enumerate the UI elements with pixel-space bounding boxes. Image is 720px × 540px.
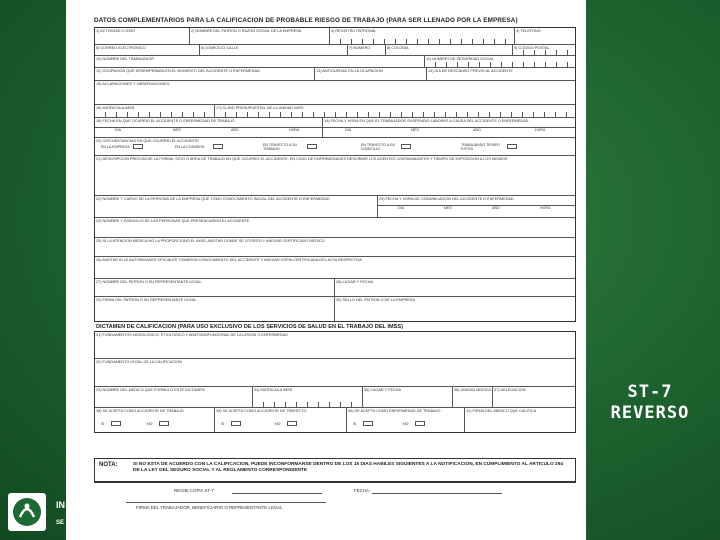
row-10 [95,196,575,218]
label-si: SI [353,422,357,426]
label-si: SI [101,422,105,426]
slide-label-line1: ST-7 [627,382,673,402]
imss-logo-mark [8,493,46,531]
label-no: NO [147,422,153,426]
label-hora: HORA [289,128,300,132]
checkbox-trayecto-trabajo[interactable] [307,144,317,149]
option-trayecto-domicilio: EN TRAYECTO A SU DOMICILIO [361,143,396,152]
row-5 [95,81,575,105]
label-dia: DIA [345,128,351,132]
label-dia: DIA [398,206,404,210]
label-mes: MES [411,128,419,132]
row-1 [95,28,575,45]
field-codigo-postal: 9) CODIGO POSTAL [513,45,575,55]
checkbox-en-la-empresa[interactable] [133,144,143,149]
field-antiguedad: 13) ANTIGUEDAD EN LA OCUPACION [315,68,427,80]
nota-label: NOTA: [99,462,118,468]
row-9 [95,156,575,196]
row-13 [95,257,575,279]
field-unidad-medica: 36) UNIDAD MEDICA [453,387,493,407]
st7-form-reverse [66,0,586,540]
nota-box [94,458,576,482]
field-lugar-fecha-dictamen: 35) LUGAR Y FECHA [363,387,453,407]
field-acepta-enfermedad: 40) SE ACEPTA COMO ENFERMEDAD DE TRABAJO SI NO [347,408,465,432]
label-dia: DIA [115,128,121,132]
field-aclaraciones: 15) ACLARACIONES Y OBSERVACIONES: [96,82,171,86]
recibi-copia-label: RECIBI COPIA ST-7 [174,488,214,493]
field-nombre-medico: 33) NOMBRE DEL MEDICO QUE FORMULO ESTE DICTAMEN [95,387,253,407]
field-ocupacion: 12) OCUPACION QUE DESEMPEÑABA EN EL MOMENTO DEL ACCIDENTE O ENFERMEDAD [95,68,315,80]
field-domicilio-calle: 6) DOMICILIO CALLE [200,45,348,55]
section-dictamen-title: DICTAMEN DE CALIFICACION (PARA USO EXCLUSIVO DE LOS SERVICIOS DE SALUD EN EL TRABAJO DEL IMSS) [96,324,403,330]
row-15 [95,297,575,321]
field-fecha-comunicacion: 23) FECHA Y HORA DE COMUNICACION DEL ACCIDENTE O ENFERMEDAD DIA MES AÑO HORA [378,196,575,217]
field-actividad: 1) ACTIVIDAD O GIRO [95,28,190,44]
label-mes: MES [173,128,181,132]
field-nombre-patron: 2) NOMBRE DEL PATRON O RAZON SOCIAL DE LA EMPRESA [190,28,330,44]
field-telefono: 4) TELEFONO [516,29,541,33]
field-fecha-suspension: 19) FECHA Y HORA EN QUE EL TRABAJADOR SUSPENDIO LABORES A CAUSA DEL ACCIDENTE O ENFERMEDAD DIA MES AÑO HORA [323,118,575,137]
field-colonia: 8) COLONIA [386,45,513,55]
row-3 [95,56,575,68]
field-fecha-accidente: 18) FECHA EN QUE OCURRIO EL ACCIDENTE O ENFERMEDAD DE TRABAJO DIA MES AÑO HORA [95,118,323,137]
field-descripcion: 21) DESCRIPCION PRECISA DE LA FORMA, SITIO O AREA DE TRABAJO EN QUE OCURRIO EL ACCIDENTE, EN CASO DE ENFERMEDADES DESCRIBIR LOS AGENTES CONTAMINANTES Y TIEMPO DE EXPOSICION A LOS MISMOS [96,157,508,161]
label-anio: AÑO [492,206,500,210]
row-11 [95,218,575,238]
row-31 [95,332,575,359]
row-14 [95,279,575,297]
label-hora: HORA [535,128,546,132]
row-33 [95,387,575,408]
field-fundamento-legal: 32) FUNDAMENTO LEGAL DE LA CALIFICACION [96,360,182,364]
field-persona-conocimiento: 22) NOMBRE Y CARGO DE LA PERSONA DE LA EMPRESA QUE TOMO CONOCIMIENTO INICIAL DEL ACCIDENTE O ENFERMEDAD [95,196,378,217]
field-nombre-trabajador: 10) NOMBRE DEL TRABAJADOR [95,56,425,67]
field-acepta-trayecto: 39) SE ACEPTA COMO ACCIDENTE DE TRAYECTO SI NO [215,408,347,432]
field-atencion-medica: 25) SI LA ATENCION MEDICA NO LA PROPORCIONO EL IMSS, ANOTAR DONDE SE OTORGO Y ANEXAR CERTIFICADO MEDICO [96,239,325,243]
checkbox-no-accidente[interactable] [159,421,169,426]
section-dictamen [94,331,576,433]
checkbox-no-trayecto[interactable] [287,421,297,426]
row-6 [95,105,575,118]
checkbox-no-enfermedad[interactable] [415,421,425,426]
field-nombre-representante: 27) NOMBRE DEL PATRON O SU REPRESENTANTE LEGAL [95,279,335,296]
field-nss: 11) NUMERO DE SEGURIDAD SOCIAL [425,56,575,67]
slide-label [590,382,710,424]
label-no: NO [275,422,281,426]
row-38 [95,408,575,432]
field-lugar-fecha: 28) LUGAR Y FECHA [336,280,373,284]
checkbox-en-la-comision[interactable] [213,144,223,149]
checkbox-si-trayecto[interactable] [231,421,241,426]
nota-text: SI NO ESTA DE ACUERDO CON LA CALIFICACION, PUEDE INCONFORMARSE DENTRO DE LOS 15 DIAS HABILES SIGUIENTES A LA NOTIFICACION, EN CUMPLIMIENTO AL ARTICULO 294 DE LA LEY DEL SEGURO SOCIAL Y AL REGLAMENTO CORRESPONDIENTE [133,462,564,473]
label-si: SI [221,422,225,426]
label-anio: AÑO [231,128,239,132]
slide-label-line2: REVERSO [610,403,690,423]
label-mes: MES [444,206,452,210]
label-anio: AÑO [473,128,481,132]
field-numero: 7) NUMERO [348,45,386,55]
option-trayecto-trabajo: EN TRAYECTO A SU TRABAJO [263,143,298,152]
imss-logo [0,485,66,540]
option-en-la-empresa: EN LA EMPRESA [101,145,130,149]
option-en-la-comision: EN LA COMISION [175,145,205,149]
firma-trabajador-label: FIRMA DEL TRABAJADOR, BENEFICIARIO O REPRESENTANTE LEGAL [136,505,283,510]
field-circunstancias: 20) CIRCUNSTANCIAS EN QUE OCURRIO EL ACCIDENTE EN LA EMPRESA EN LA COMISION EN TRAYECTO A SU TRABAJO EN TRAYECTO A SU DOMICILIO TRABAJANDO TIEMPO EXTRA [95,138,575,155]
field-delegacion: 37) DELEGACION [494,388,526,392]
logo-text-top: IN [56,500,65,510]
checkbox-trayecto-domicilio[interactable] [401,144,411,149]
field-firma-patron: 29) FIRMA DEL PATRON O SU REPRESENTANTE LEGAL [95,297,335,321]
field-matricula-imss: 16) MATRICULA IMSS [95,105,215,117]
label-hora: HORA [540,206,551,210]
form-title: DATOS COMPLEMENTARIOS PARA LA CALIFICACION DE PROBABLE RIESGO DE TRABAJO (PARA SER LLENADO POR LA EMPRESA) [94,17,518,24]
field-correo: 5) CORREO ELECTRONICO [95,45,200,55]
field-autoridades: 26) ANOTAR SI LE AUTORIDADES OFICIALES TOMARON CONOCIMIENTO DEL ACCIDENTE Y ANEXAR COPIA CERTIFICADA DEL ACTA RESPECTIVA [96,258,362,262]
row-32 [95,359,575,387]
field-registro-patronal: 3) REGISTRO PATRONAL [330,28,515,44]
field-matricula-medico: 34) MATRICULA IMSS [253,387,363,407]
row-12 [95,238,575,257]
row-4 [95,68,575,81]
checkbox-si-enfermedad[interactable] [363,421,373,426]
label-no: NO [403,422,409,426]
field-firma-medico: 41) FIRMA DEL MEDICO QUE CALIFICA [466,409,537,413]
checkbox-tiempo-extra[interactable] [507,144,517,149]
field-acepta-accidente: 38) SE ACEPTA COMO ACCIDENTE DE TRABAJO SI NO [95,408,215,432]
field-clave-presupuestal: 17) CLAVE PRESUPUESTAL DE LA UNIDAD IMSS [215,105,575,117]
option-tiempo-extra: TRABAJANDO TIEMPO EXTRA [461,143,500,152]
fecha-label: FECHA: [354,488,371,493]
field-sello: 30) SELLO DEL PATRON O DE LA EMPRESA [336,298,415,302]
field-dia-descanso: 14) DIA DE DESCANSO PREVIO AL ACCIDENTE [428,69,513,73]
row-7 [95,118,575,138]
section-employer-data [94,27,576,322]
field-testigos: 24) NOMBRE Y DOMICILIO DE LAS PERSONAS QUE PRESENCIARON EL ACCIDENTE [96,219,250,223]
row-2 [95,45,575,56]
row-8-circunstancias [95,138,575,156]
checkbox-si-accidente[interactable] [111,421,121,426]
field-fundamentos: 31) FUNDAMENTOS NOSOLOGICO, ETIOLOGICO Y ANATOMOFUNCIONAL DE LA LESION O ENFERMEDAD [96,333,288,337]
logo-text-bottom: SE [56,520,65,526]
